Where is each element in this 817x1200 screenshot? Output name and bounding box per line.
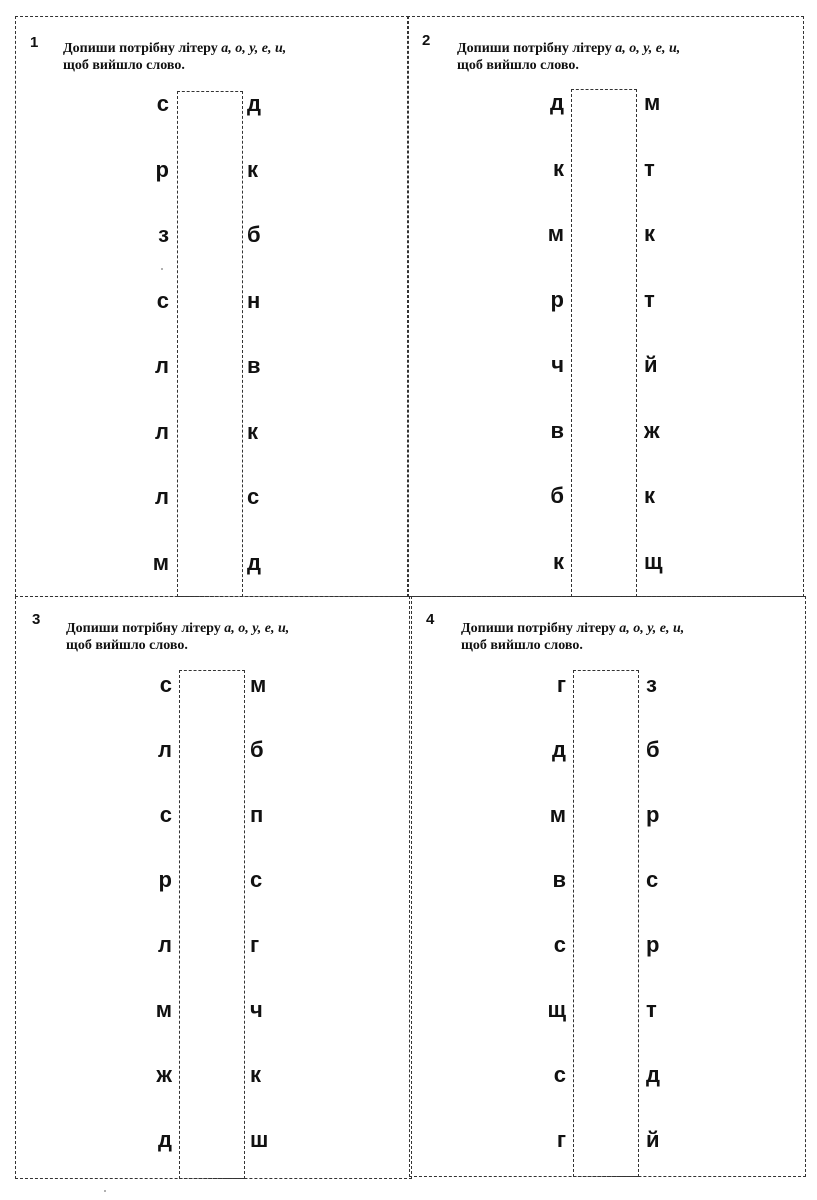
- instruction-prefix: Допиши потрібну літеру: [461, 621, 616, 636]
- instruction-vowels: а, о, у, е, и,: [615, 41, 681, 56]
- right-letter: щ: [644, 548, 663, 574]
- right-letter: й: [646, 1127, 660, 1152]
- instruction-prefix: Допиши потрібну літеру: [66, 621, 221, 636]
- left-letter: л: [158, 932, 172, 957]
- right-letter: к: [644, 483, 656, 508]
- right-letter: к: [247, 418, 259, 444]
- left-letter: в: [552, 867, 566, 892]
- right-letter: б: [247, 222, 261, 247]
- left-letter: с: [156, 91, 169, 116]
- exercise-number: 1: [30, 34, 39, 51]
- answer-slot-column[interactable]: [179, 670, 245, 1179]
- right-letter: с: [247, 484, 260, 509]
- right-letter: с: [646, 867, 659, 892]
- left-letter: д: [158, 1127, 172, 1152]
- instruction-vowels: а, о, у, е, и,: [224, 621, 290, 636]
- exercise-number: 2: [422, 32, 431, 49]
- left-letter: р: [158, 867, 172, 892]
- left-letter: г: [556, 672, 566, 697]
- print-speck: [161, 268, 163, 270]
- right-letter: к: [250, 1062, 262, 1087]
- right-letter: д: [247, 549, 261, 575]
- left-letter: л: [155, 484, 169, 509]
- left-letter: с: [159, 672, 172, 697]
- left-letter: л: [155, 353, 169, 378]
- right-letter: з: [646, 672, 657, 697]
- left-letter: р: [155, 156, 169, 182]
- answer-slot-column[interactable]: [177, 91, 243, 597]
- left-letter: м: [155, 997, 172, 1022]
- left-letter: к: [552, 155, 564, 181]
- right-letter: к: [247, 156, 259, 182]
- right-letter: р: [646, 802, 660, 827]
- exercise-instruction: [63, 40, 383, 74]
- print-speck: [104, 1190, 106, 1192]
- left-letter: ч: [551, 352, 564, 377]
- right-letter: р: [646, 932, 660, 957]
- right-letter: м: [644, 90, 661, 115]
- instruction-suffix: щоб вийшло слово.: [457, 58, 579, 73]
- left-letter: с: [553, 1062, 566, 1087]
- instruction-prefix: Допиши потрібну літеру: [63, 41, 218, 56]
- right-letter: н: [247, 287, 261, 313]
- exercise-number: 4: [426, 611, 435, 628]
- right-letter: д: [247, 91, 261, 116]
- left-letter: м: [547, 221, 564, 246]
- instruction-suffix: щоб вийшло слово.: [66, 638, 188, 653]
- right-letter: б: [250, 737, 264, 762]
- answer-slot-column[interactable]: [571, 89, 637, 597]
- right-letter: ч: [250, 997, 263, 1022]
- exercise-instruction: [457, 40, 777, 74]
- left-letter: с: [159, 802, 172, 827]
- left-letter: щ: [547, 997, 566, 1022]
- instruction-prefix: Допиши потрібну літеру: [457, 41, 612, 56]
- instruction-vowels: а, о, у, е, и,: [221, 41, 287, 56]
- right-letter: ш: [250, 1127, 269, 1152]
- exercise-instruction: [461, 620, 781, 654]
- right-letter: т: [644, 286, 655, 312]
- instruction-vowels: а, о, у, е, и,: [619, 621, 685, 636]
- exercise-number: 3: [32, 611, 41, 628]
- instruction-suffix: щоб вийшло слово.: [461, 638, 583, 653]
- left-letter: м: [549, 802, 566, 827]
- right-letter: в: [247, 353, 261, 378]
- left-letter: ж: [156, 1062, 172, 1087]
- left-letter: с: [553, 932, 566, 957]
- right-letter: й: [644, 352, 658, 377]
- left-letter: к: [552, 548, 564, 574]
- right-letter: п: [250, 802, 264, 827]
- left-letter: л: [158, 737, 172, 762]
- right-letter: б: [646, 737, 660, 762]
- right-letter: т: [644, 155, 655, 181]
- left-letter: д: [552, 737, 566, 762]
- left-letter: р: [550, 286, 564, 312]
- right-letter: г: [250, 932, 260, 957]
- left-letter: з: [158, 222, 169, 247]
- exercise-instruction: [66, 620, 386, 654]
- left-letter: б: [550, 483, 564, 508]
- left-letter: л: [155, 418, 169, 444]
- right-letter: м: [250, 672, 267, 697]
- left-letter: с: [156, 287, 169, 313]
- left-letter: м: [152, 549, 169, 575]
- left-letter: д: [550, 90, 564, 115]
- right-letter: т: [646, 997, 657, 1022]
- right-letter: к: [644, 221, 656, 246]
- right-letter: ж: [644, 417, 660, 443]
- left-letter: г: [556, 1127, 566, 1152]
- answer-slot-column[interactable]: [573, 670, 639, 1177]
- left-letter: в: [550, 417, 564, 443]
- right-letter: с: [250, 867, 263, 892]
- right-letter: д: [646, 1062, 660, 1087]
- instruction-suffix: щоб вийшло слово.: [63, 58, 185, 73]
